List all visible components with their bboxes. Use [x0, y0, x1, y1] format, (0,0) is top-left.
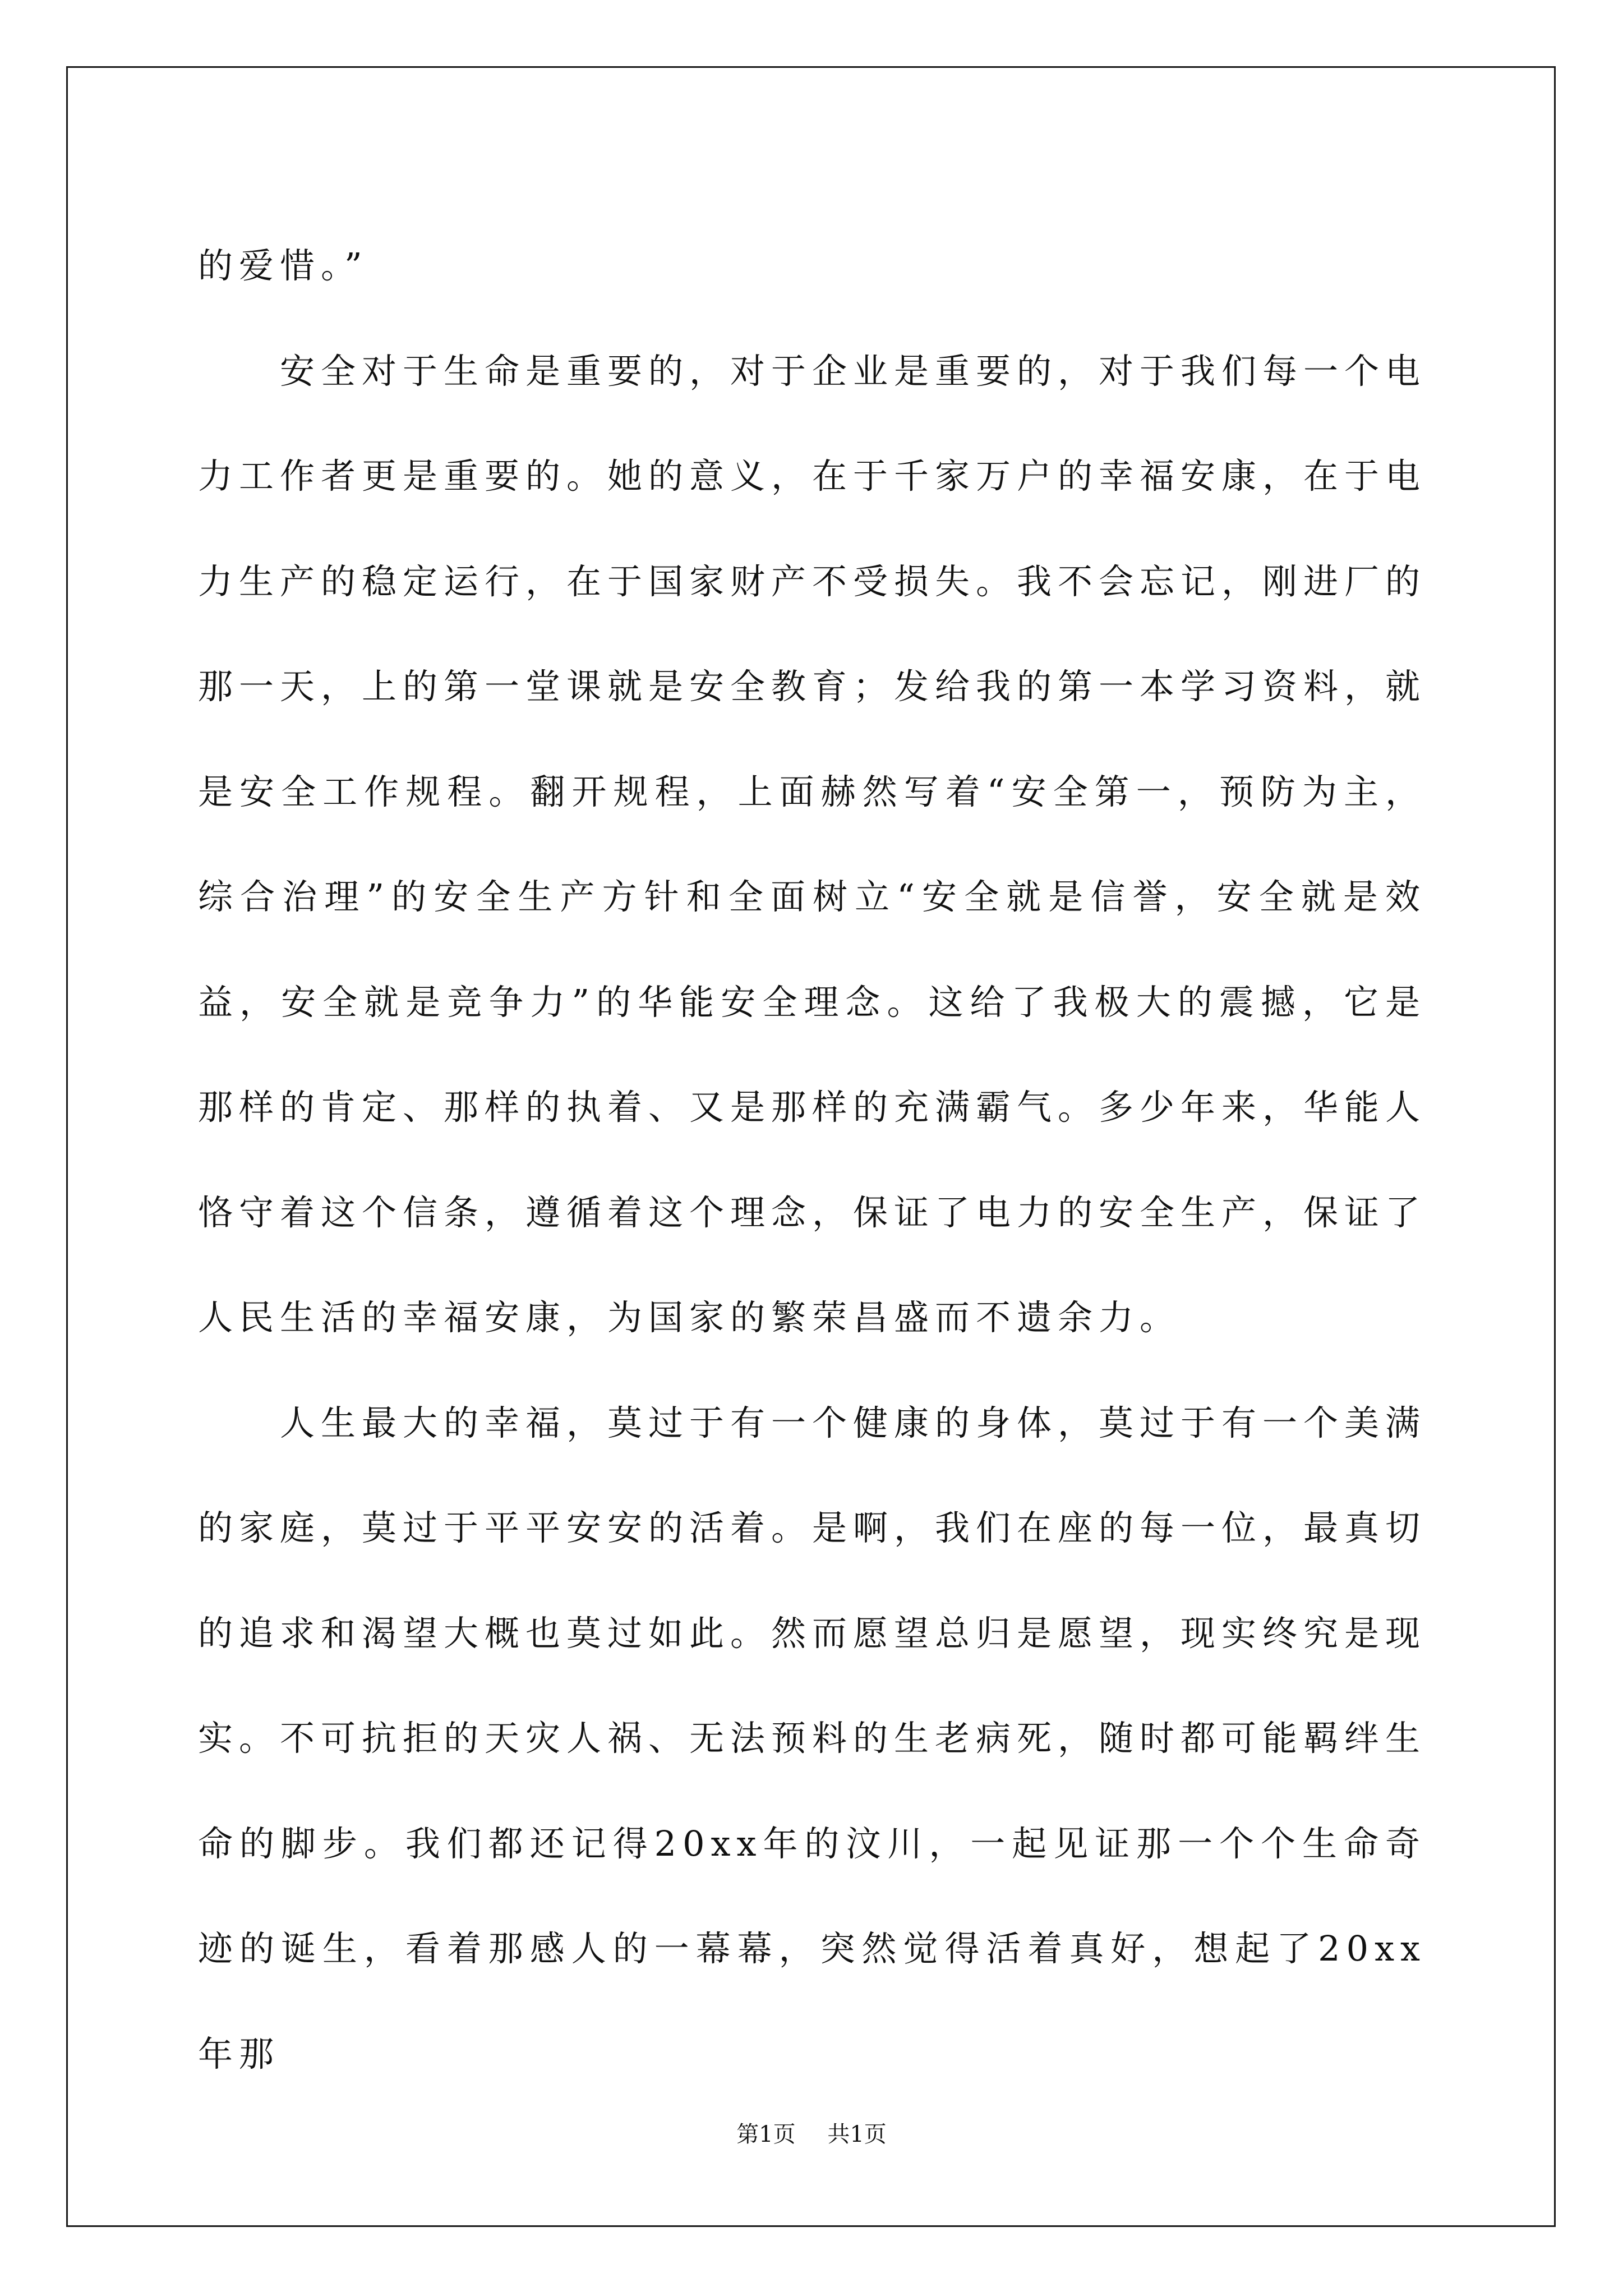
page-total: 共1页 — [827, 2122, 887, 2147]
page-number: 第1页 — [736, 2122, 796, 2147]
page-footer — [0, 2120, 1623, 2148]
paragraph-3: 人生最大的幸福，莫过于有一个健康的身体，莫过于有一个美满的家庭，莫过于平平安安的活着。是啊，我们在座的每一位，最真切的追求和渴望大概也莫过如此。然而愿望总归是愿望，现实终究是现实。不可抗拒的天灾人祸、无法预料的生老病死，随时都可能羁绊生命的脚步。我们都还记得20xx年的汶川，一起见证那一个个生命奇迹的诞生，看着那感人的一幕幕，突然觉得活着真好，想起了20xx年那 — [198, 1402, 1427, 2074]
document-body — [198, 213, 1426, 2106]
paragraph-1: 的爱惜。” — [198, 245, 368, 286]
paragraph-2: 安全对于生命是重要的，对于企业是重要的，对于我们每一个电力工作者更是重要的。她的意义，在于千家万户的幸福安康，在于电力生产的稳定运行，在于国家财产不受损失。我不会忘记，刚进厂的那一天，上的第一堂课就是安全教育；发给我的第一本学习资料，就是安全工作规程。翻开规程，上面赫然写着“安全第一，预防为主，综合治理”的安全生产方针和全面树立“安全就是信誉，安全就是效益，安全就是竞争力”的华能安全理念。这给了我极大的震撼，它是那样的肯定、那样的执着、又是那样的充满霸气。多少年来，华能人恪守着这个信条，遵循着这个理念，保证了电力的安全生产，保证了人民生活的幸福安康，为国家的繁荣昌盛而不遗余力。 — [198, 350, 1427, 1338]
